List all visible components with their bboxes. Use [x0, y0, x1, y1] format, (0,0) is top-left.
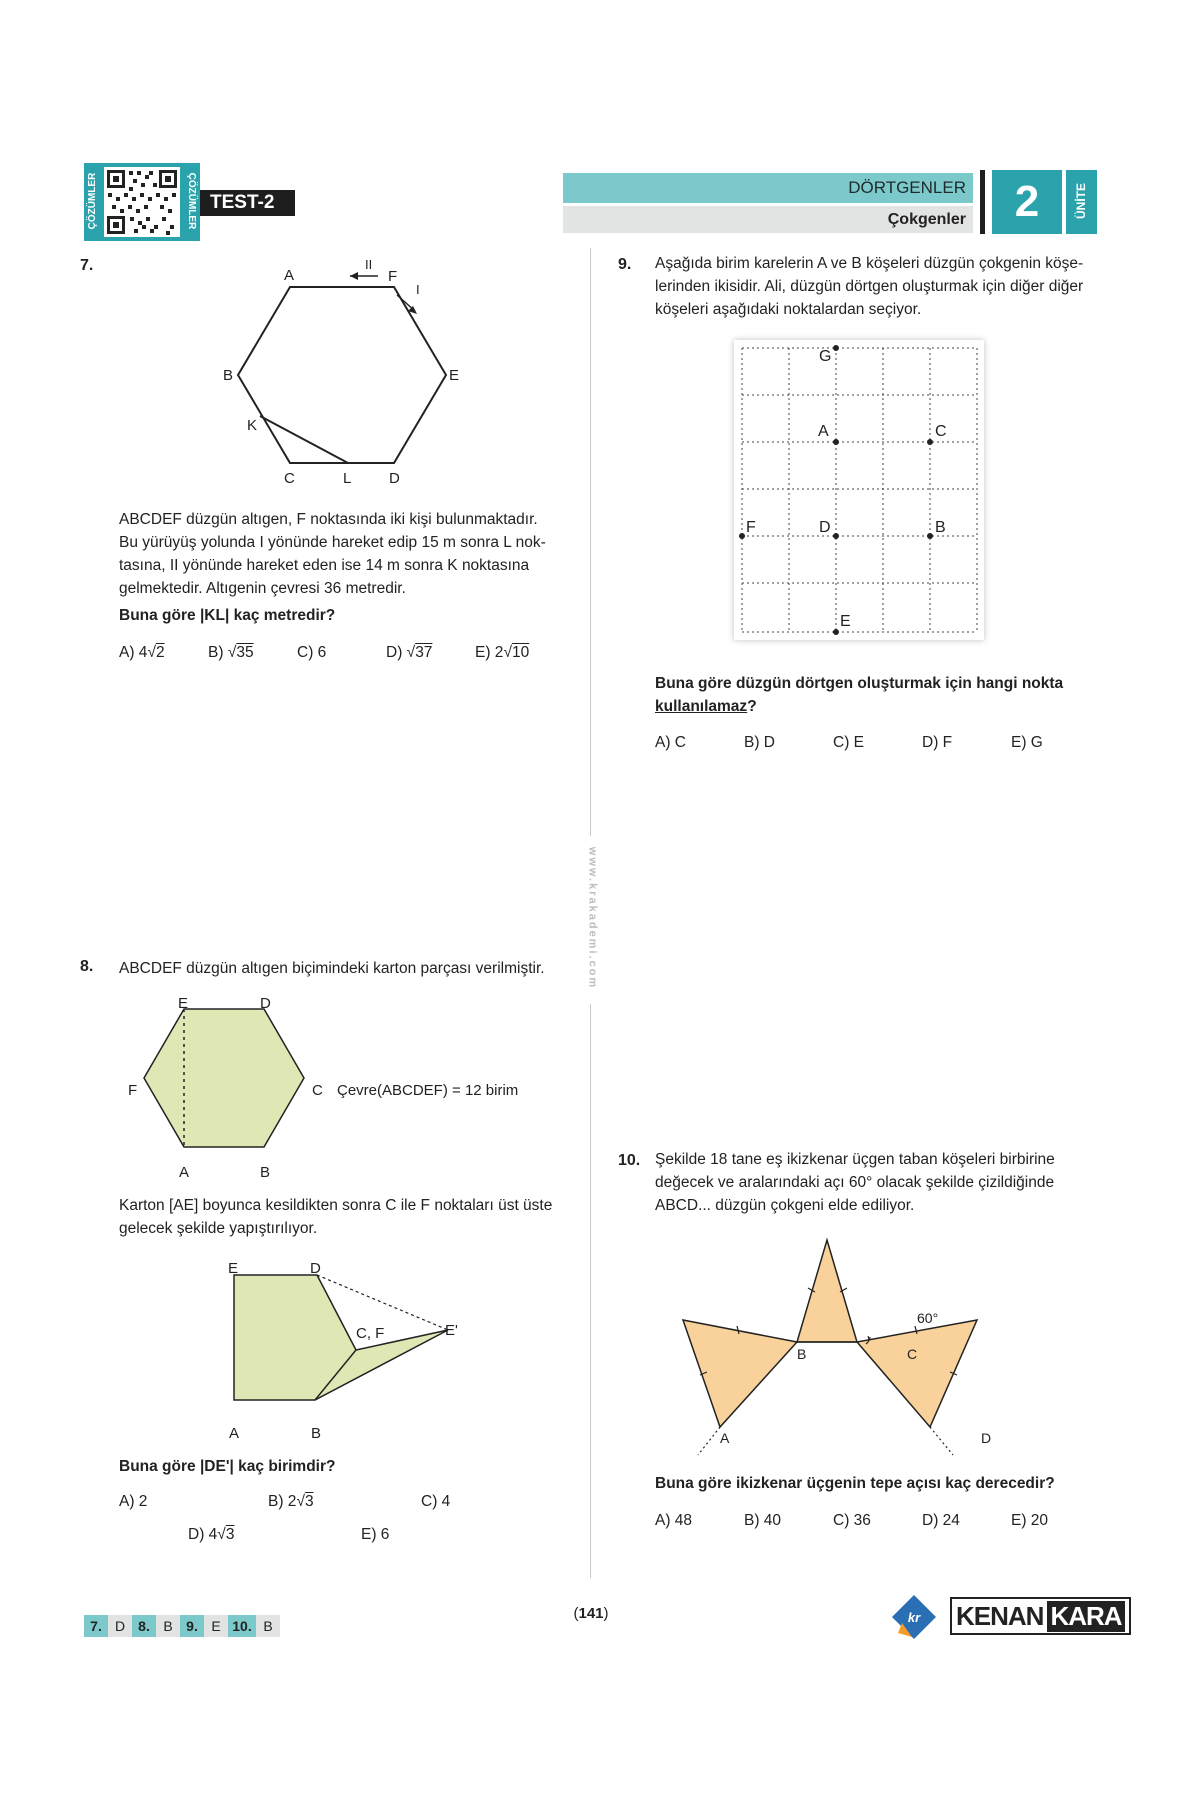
q7-label-e: E — [449, 367, 460, 384]
q9-question-end: ? — [747, 698, 757, 715]
q9-label-c: C — [935, 423, 947, 440]
q9-option-a[interactable]: A) C — [655, 734, 686, 751]
q8-option-e[interactable] — [361, 1526, 389, 1544]
publisher-name-1: KENAN — [956, 1600, 1044, 1631]
q8-label-eprime: E' — [445, 1322, 458, 1339]
q9-grid — [734, 340, 984, 640]
q9-point-c — [927, 439, 933, 445]
option-key: A) 2 — [119, 1493, 148, 1510]
q9-label-g: G — [819, 348, 832, 365]
q10-option-d[interactable]: D) 24 — [922, 1512, 960, 1529]
qr-side-left: ÇÖZÜMLER — [87, 172, 98, 230]
q7-label-a: A — [284, 267, 295, 284]
q10-top-triangle — [797, 1240, 857, 1342]
header-divider — [980, 170, 985, 234]
q9-question-emphasis: kullanılamaz — [655, 698, 748, 715]
q7-text-line: tasına, II yönünde hareket eden ise 14 m sonra K noktasına — [119, 557, 530, 574]
publisher-logo-icon — [890, 1593, 938, 1641]
radicand: 3 — [304, 1493, 314, 1510]
q9-point-d — [833, 533, 839, 539]
option-key: B) — [208, 644, 228, 661]
q9-point-g — [833, 345, 839, 351]
page-bracket-right: ) — [603, 1605, 609, 1622]
q7-segment-kl — [260, 416, 348, 463]
q7-option-d[interactable] — [386, 644, 432, 662]
q9-option-b[interactable]: B) D — [744, 734, 775, 751]
q8-label-d2: D — [310, 1260, 321, 1277]
answer-key-number: 10. — [228, 1615, 256, 1637]
answer-key-number: 9. — [180, 1615, 204, 1637]
q8-text-line: gelecek şekilde yapıştırılıyor. — [119, 1220, 318, 1237]
qr-block — [84, 163, 200, 241]
answer-key-number: 7. — [84, 1615, 108, 1637]
page-number-box — [566, 1603, 616, 1625]
q8-option-a[interactable] — [119, 1493, 147, 1511]
page-number: 141 — [578, 1605, 604, 1622]
q10-option-a[interactable]: A) 48 — [655, 1512, 693, 1529]
option-key: B) 2 — [268, 1493, 297, 1510]
q10-text-line: değecek ve aralarındaki açı 60° olacak şekilde çizildiğinde — [655, 1174, 1055, 1191]
publisher-wordmark — [950, 1597, 1131, 1635]
q9-option-e[interactable]: E) G — [1011, 734, 1043, 751]
q10-label-angle: 60° — [917, 1310, 939, 1326]
option-key: E) 6 — [361, 1526, 390, 1543]
q8-number: 8. — [80, 958, 94, 975]
sqrt-sign: √ — [227, 644, 237, 661]
q7-label-d: D — [389, 470, 400, 487]
q10-option-b[interactable]: B) 40 — [744, 1512, 782, 1529]
unit-number: 2 — [1014, 177, 1040, 226]
q7-label-k: K — [247, 417, 258, 434]
q7-question: Buna göre |KL| kaç metredir? — [119, 607, 336, 624]
option-key: A) 4 — [119, 644, 148, 661]
answer-key-value: D — [108, 1615, 132, 1637]
q7-label-f: F — [388, 268, 398, 285]
q8-question: Buna göre |DE'| kaç birimdir? — [119, 1458, 336, 1475]
answer-key-value: B — [156, 1615, 180, 1637]
q8-label-cf: C, F — [356, 1325, 385, 1342]
q8-hexagon-figure — [120, 990, 340, 1165]
publisher-name-2: KARA — [1047, 1601, 1124, 1632]
q7-text — [119, 508, 565, 600]
q8-text — [119, 1194, 565, 1240]
unit-number-box — [992, 170, 1062, 234]
radicand: 37 — [415, 644, 433, 661]
column-divider-top — [590, 248, 591, 836]
radicand: 2 — [155, 644, 165, 661]
qr-code[interactable] — [104, 167, 180, 237]
radicand: 35 — [236, 644, 254, 661]
q9-text-line: Aşağıda birim karelerin A ve B köşeleri düzgün çokgenin köşe- — [655, 255, 1084, 272]
q9-label-e: E — [840, 613, 851, 630]
q9-question-line1: Buna göre düzgün dörtgen oluşturmak için hangi nokta — [655, 675, 1064, 692]
q9-text-line: lerinden ikisidir. Ali, düzgün dörtgen oluşturmak için diğer diğer — [655, 278, 1084, 295]
q10-label-a: A — [720, 1430, 730, 1446]
answer-key — [84, 1615, 280, 1637]
q10-ext-a — [698, 1427, 720, 1455]
q10-text — [655, 1148, 1100, 1217]
q7-label-l: L — [343, 470, 352, 487]
sqrt-sign: √ — [147, 644, 156, 661]
q8-option-c[interactable] — [421, 1493, 450, 1511]
q8-label-d: D — [260, 995, 271, 1012]
q9-question — [655, 672, 1100, 718]
q8-label-c: C — [312, 1082, 323, 1099]
answer-key-number: 8. — [132, 1615, 156, 1637]
q8-label-b: B — [260, 1164, 271, 1181]
subtopic-title: Çokgenler — [887, 211, 966, 228]
q7-text-line: Bu yürüyüş yolunda I yönünde hareket edip 15 m sonra L nok- — [119, 534, 546, 551]
q7-arrow-ii-head — [350, 272, 358, 280]
q8-option-d[interactable] — [188, 1526, 234, 1544]
q9-number: 9. — [618, 256, 632, 273]
q7-number: 7. — [80, 257, 94, 274]
qr-side-right: ÇÖZÜMLER — [186, 172, 197, 230]
q8-label-a: A — [179, 1164, 190, 1181]
radicand: 10 — [511, 644, 530, 661]
option-key: D) — [386, 644, 407, 661]
q9-option-d[interactable]: D) F — [922, 734, 953, 751]
q9-option-c[interactable]: C) E — [833, 734, 864, 751]
test-label: TEST-2 — [200, 190, 295, 216]
sqrt-sign: √ — [217, 1526, 226, 1543]
q8-perimeter: Çevre(ABCDEF) = 12 birim — [337, 1082, 519, 1099]
q10-label-d: D — [981, 1430, 992, 1446]
q9-label-f: F — [746, 519, 756, 536]
unit-label-box — [1066, 170, 1097, 234]
q8-option-b[interactable] — [268, 1493, 314, 1511]
q8-label-e2: E — [228, 1260, 239, 1277]
answer-key-value: B — [256, 1615, 280, 1637]
q7-text-line: ABCDEF düzgün altıgen, F noktasında iki kişi bulunmaktadır. — [119, 511, 538, 528]
q9-point-a — [833, 439, 839, 445]
sqrt-sign: √ — [503, 644, 512, 661]
watermark: www.krakademi.com — [586, 846, 599, 990]
q10-ext-d — [930, 1427, 953, 1455]
q10-text-line: ABCD... düzgün çokgeni elde ediliyor. — [655, 1197, 915, 1214]
q9-label-a: A — [818, 423, 829, 440]
q10-number: 10. — [618, 1152, 641, 1169]
answer-key-value: E — [204, 1615, 228, 1637]
q8-label-b2: B — [311, 1425, 322, 1442]
sqrt-sign: √ — [406, 644, 416, 661]
q7-label-b: B — [223, 367, 234, 384]
page-bracket-left: ( — [573, 1605, 579, 1622]
q10-right-triangle — [857, 1320, 977, 1427]
q7-text-line: gelmektedir. Altıgenin çevresi 36 metredir. — [119, 580, 406, 597]
q9-text — [655, 252, 1100, 321]
q8-folded-shape — [234, 1275, 448, 1400]
option-key: E) 2 — [475, 644, 504, 661]
option-key: C) 6 — [297, 644, 327, 661]
topic-title: DÖRTGENLER — [848, 178, 966, 197]
q7-hexagon — [238, 287, 446, 463]
q10-option-e[interactable]: E) 20 — [1011, 1512, 1049, 1529]
q9-point-f — [739, 533, 745, 539]
q7-label-ii: II — [365, 257, 373, 272]
q7-option-a[interactable] — [119, 644, 165, 662]
q9-label-b: B — [935, 519, 946, 536]
q8-intro: ABCDEF düzgün altıgen biçimindeki karton parçası verilmiştir. — [119, 960, 545, 977]
q8-label-a2: A — [229, 1425, 240, 1442]
q8-text-line: Karton [AE] boyunca kesildikten sonra C ile F noktaları üst üste — [119, 1197, 553, 1214]
q8-label-e: E — [178, 995, 189, 1012]
q9-point-e — [833, 629, 839, 635]
q7-label-c: C — [284, 470, 295, 487]
option-key: D) 4 — [188, 1526, 218, 1543]
q9-text-line: köşeleri aşağıdaki noktalardan seçiyor. — [655, 301, 922, 318]
q7-option-c[interactable] — [297, 644, 326, 662]
q7-option-b[interactable] — [208, 644, 254, 662]
q9-point-b — [927, 533, 933, 539]
q8-folded-figure — [220, 1255, 460, 1420]
q7-label-i: I — [416, 282, 420, 297]
q10-text-line: Şekilde 18 tane eş ikizkenar üçgen taban köşeleri birbirine — [655, 1151, 1055, 1168]
q10-label-c: C — [907, 1346, 918, 1362]
q7-option-e[interactable] — [475, 644, 529, 662]
column-divider-bottom — [590, 1004, 591, 1578]
q9-label-d: D — [819, 519, 831, 536]
q10-option-c[interactable]: C) 36 — [833, 1512, 871, 1529]
q9-question-line2 — [655, 695, 1100, 718]
q10-left-triangle — [683, 1320, 797, 1427]
publisher-logo-text: kr — [907, 1610, 921, 1625]
option-key: C) 4 — [421, 1493, 451, 1510]
radicand: 3 — [225, 1526, 235, 1543]
q8-hexagon — [144, 1009, 304, 1147]
q10-question: Buna göre ikizkenar üçgenin tepe açısı kaç derecedir? — [655, 1475, 1055, 1492]
sqrt-sign: √ — [296, 1493, 305, 1510]
unit-label: ÜNİTE — [1074, 183, 1088, 219]
q8-label-f: F — [128, 1082, 138, 1099]
q10-label-b: B — [797, 1346, 807, 1362]
